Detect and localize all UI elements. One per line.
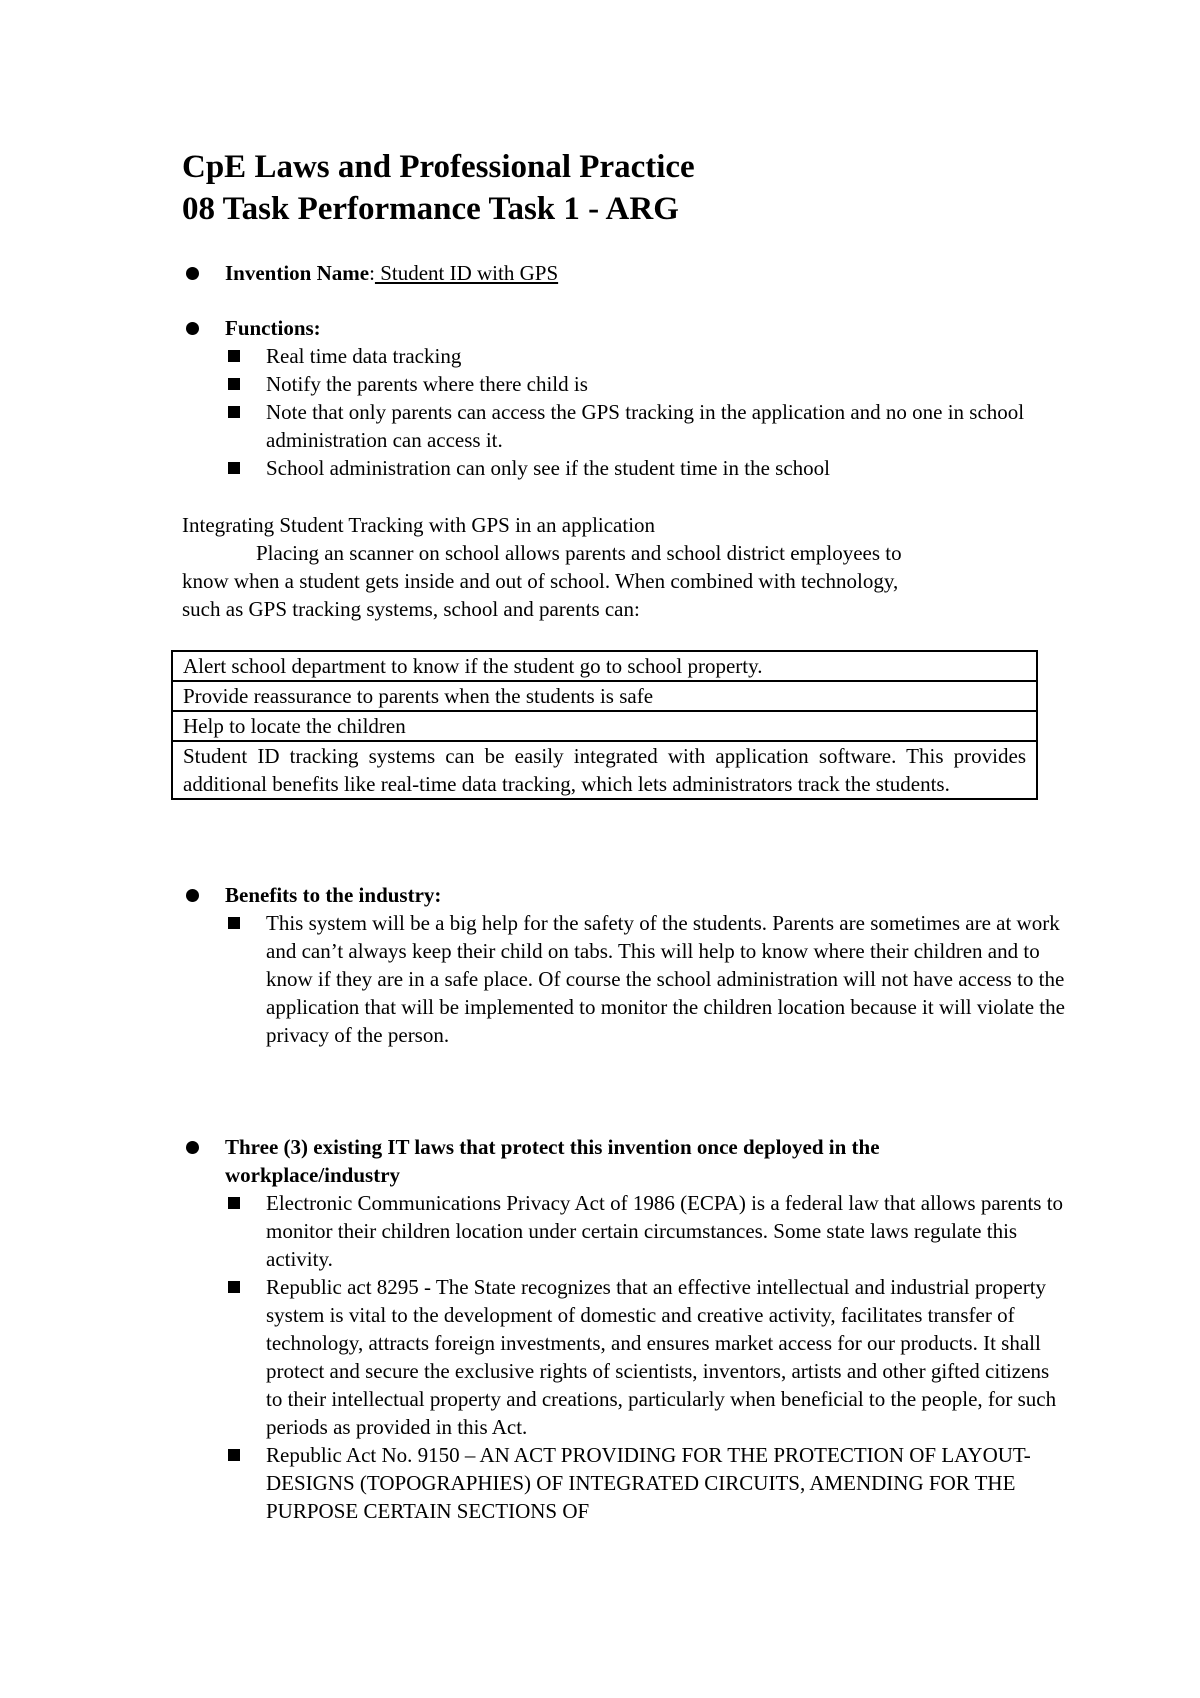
benefits-label: Benefits to the industry: xyxy=(225,883,442,907)
laws-list-item: Republic act 8295 - The State recognizes that an effective intellectual and industrial property system is vital to the development of domestic and creative activity, facilitates transfer of technology, attracts foreign investments, and ensures market access for our products. It shall protect and secure the exclusive rights of scientists, inventors, artists and other gifted citizens to their intellectual property and creations, particularly when beneficial to the people, for such periods as provided in this Act. xyxy=(228,1273,1066,1441)
benefits-list-item: This system will be a big help for the safety of the students. Parents are sometimes are at work and can’t always keep their child on tabs. This will help to know where their children and to know if they are in a safe place. Of course the school administration will not have access to the application that will be implemented to monitor the children location because it will violate the privacy of the person. xyxy=(228,909,1066,1049)
functions-label: Functions: xyxy=(225,316,321,340)
bullet-dot-icon xyxy=(186,267,199,280)
integration-line: such as GPS tracking systems, school and parents can: xyxy=(182,597,640,621)
integration-line: Placing an scanner on school allows parents and school district employees to xyxy=(256,541,902,565)
integration-paragraph xyxy=(182,511,1022,623)
laws-list xyxy=(228,1189,1066,1525)
document-title-line2: 08 Task Performance Task 1 - ARG xyxy=(182,191,679,227)
functions-list-item: Note that only parents can access the GPS tracking in the application and no one in school administration can access it. xyxy=(228,398,1066,454)
laws-label-line2: workplace/industry xyxy=(225,1163,401,1187)
functions-list xyxy=(228,342,1066,482)
square-bullet-icon xyxy=(228,350,240,362)
square-bullet-icon xyxy=(228,1197,240,1209)
invention-name-label: Invention Name xyxy=(225,261,370,285)
square-bullet-icon xyxy=(228,406,240,418)
benefits-list xyxy=(228,909,1066,1049)
laws-list-item: Electronic Communications Privacy Act of 1986 (ECPA) is a federal law that allows parents to monitor their children location under certain circumstances. Some state laws regulate this activity. xyxy=(228,1189,1066,1273)
table-cell: Help to locate the children xyxy=(172,711,1037,741)
table-cell: Alert school department to know if the student go to school property. xyxy=(172,651,1037,681)
invention-name-value: Student ID with GPS xyxy=(374,261,559,285)
square-bullet-icon xyxy=(228,1449,240,1461)
functions-list-item: School administration can only see if the student time in the school xyxy=(228,454,1066,482)
bullet-dot-icon xyxy=(186,322,199,335)
square-bullet-icon xyxy=(228,378,240,390)
bullet-dot-icon xyxy=(186,1141,199,1154)
bullet-dot-icon xyxy=(186,889,199,902)
laws-label-line1: Three (3) existing IT laws that protect this invention once deployed in the xyxy=(225,1135,880,1159)
document-title-line1: CpE Laws and Professional Practice xyxy=(182,149,695,185)
table-row xyxy=(172,741,1037,799)
table-row xyxy=(172,711,1037,741)
square-bullet-icon xyxy=(228,462,240,474)
table-row xyxy=(172,681,1037,711)
invention-name-colon: : xyxy=(369,261,375,285)
integration-heading: Integrating Student Tracking with GPS in an application xyxy=(182,513,656,537)
laws-list-item: Republic Act No. 9150 – AN ACT PROVIDING FOR THE PROTECTION OF LAYOUT-DESIGNS (TOPOGRAPHIES) OF INTEGRATED CIRCUITS, AMENDING FOR THE PURPOSE CERTAIN SECTIONS OF xyxy=(228,1441,1066,1525)
table-row xyxy=(172,651,1037,681)
square-bullet-icon xyxy=(228,1281,240,1293)
table-cell: Student ID tracking systems can be easily integrated with application software. This provides additional benefits like real-time data tracking, which lets administrators track the students. xyxy=(172,741,1037,799)
functions-list-item: Notify the parents where there child is xyxy=(228,370,1066,398)
capabilities-table xyxy=(171,650,1038,800)
integration-line: know when a student gets inside and out of school. When combined with technology, xyxy=(182,569,899,593)
square-bullet-icon xyxy=(228,917,240,929)
functions-list-item: Real time data tracking xyxy=(228,342,1066,370)
table-cell: Provide reassurance to parents when the students is safe xyxy=(172,681,1037,711)
